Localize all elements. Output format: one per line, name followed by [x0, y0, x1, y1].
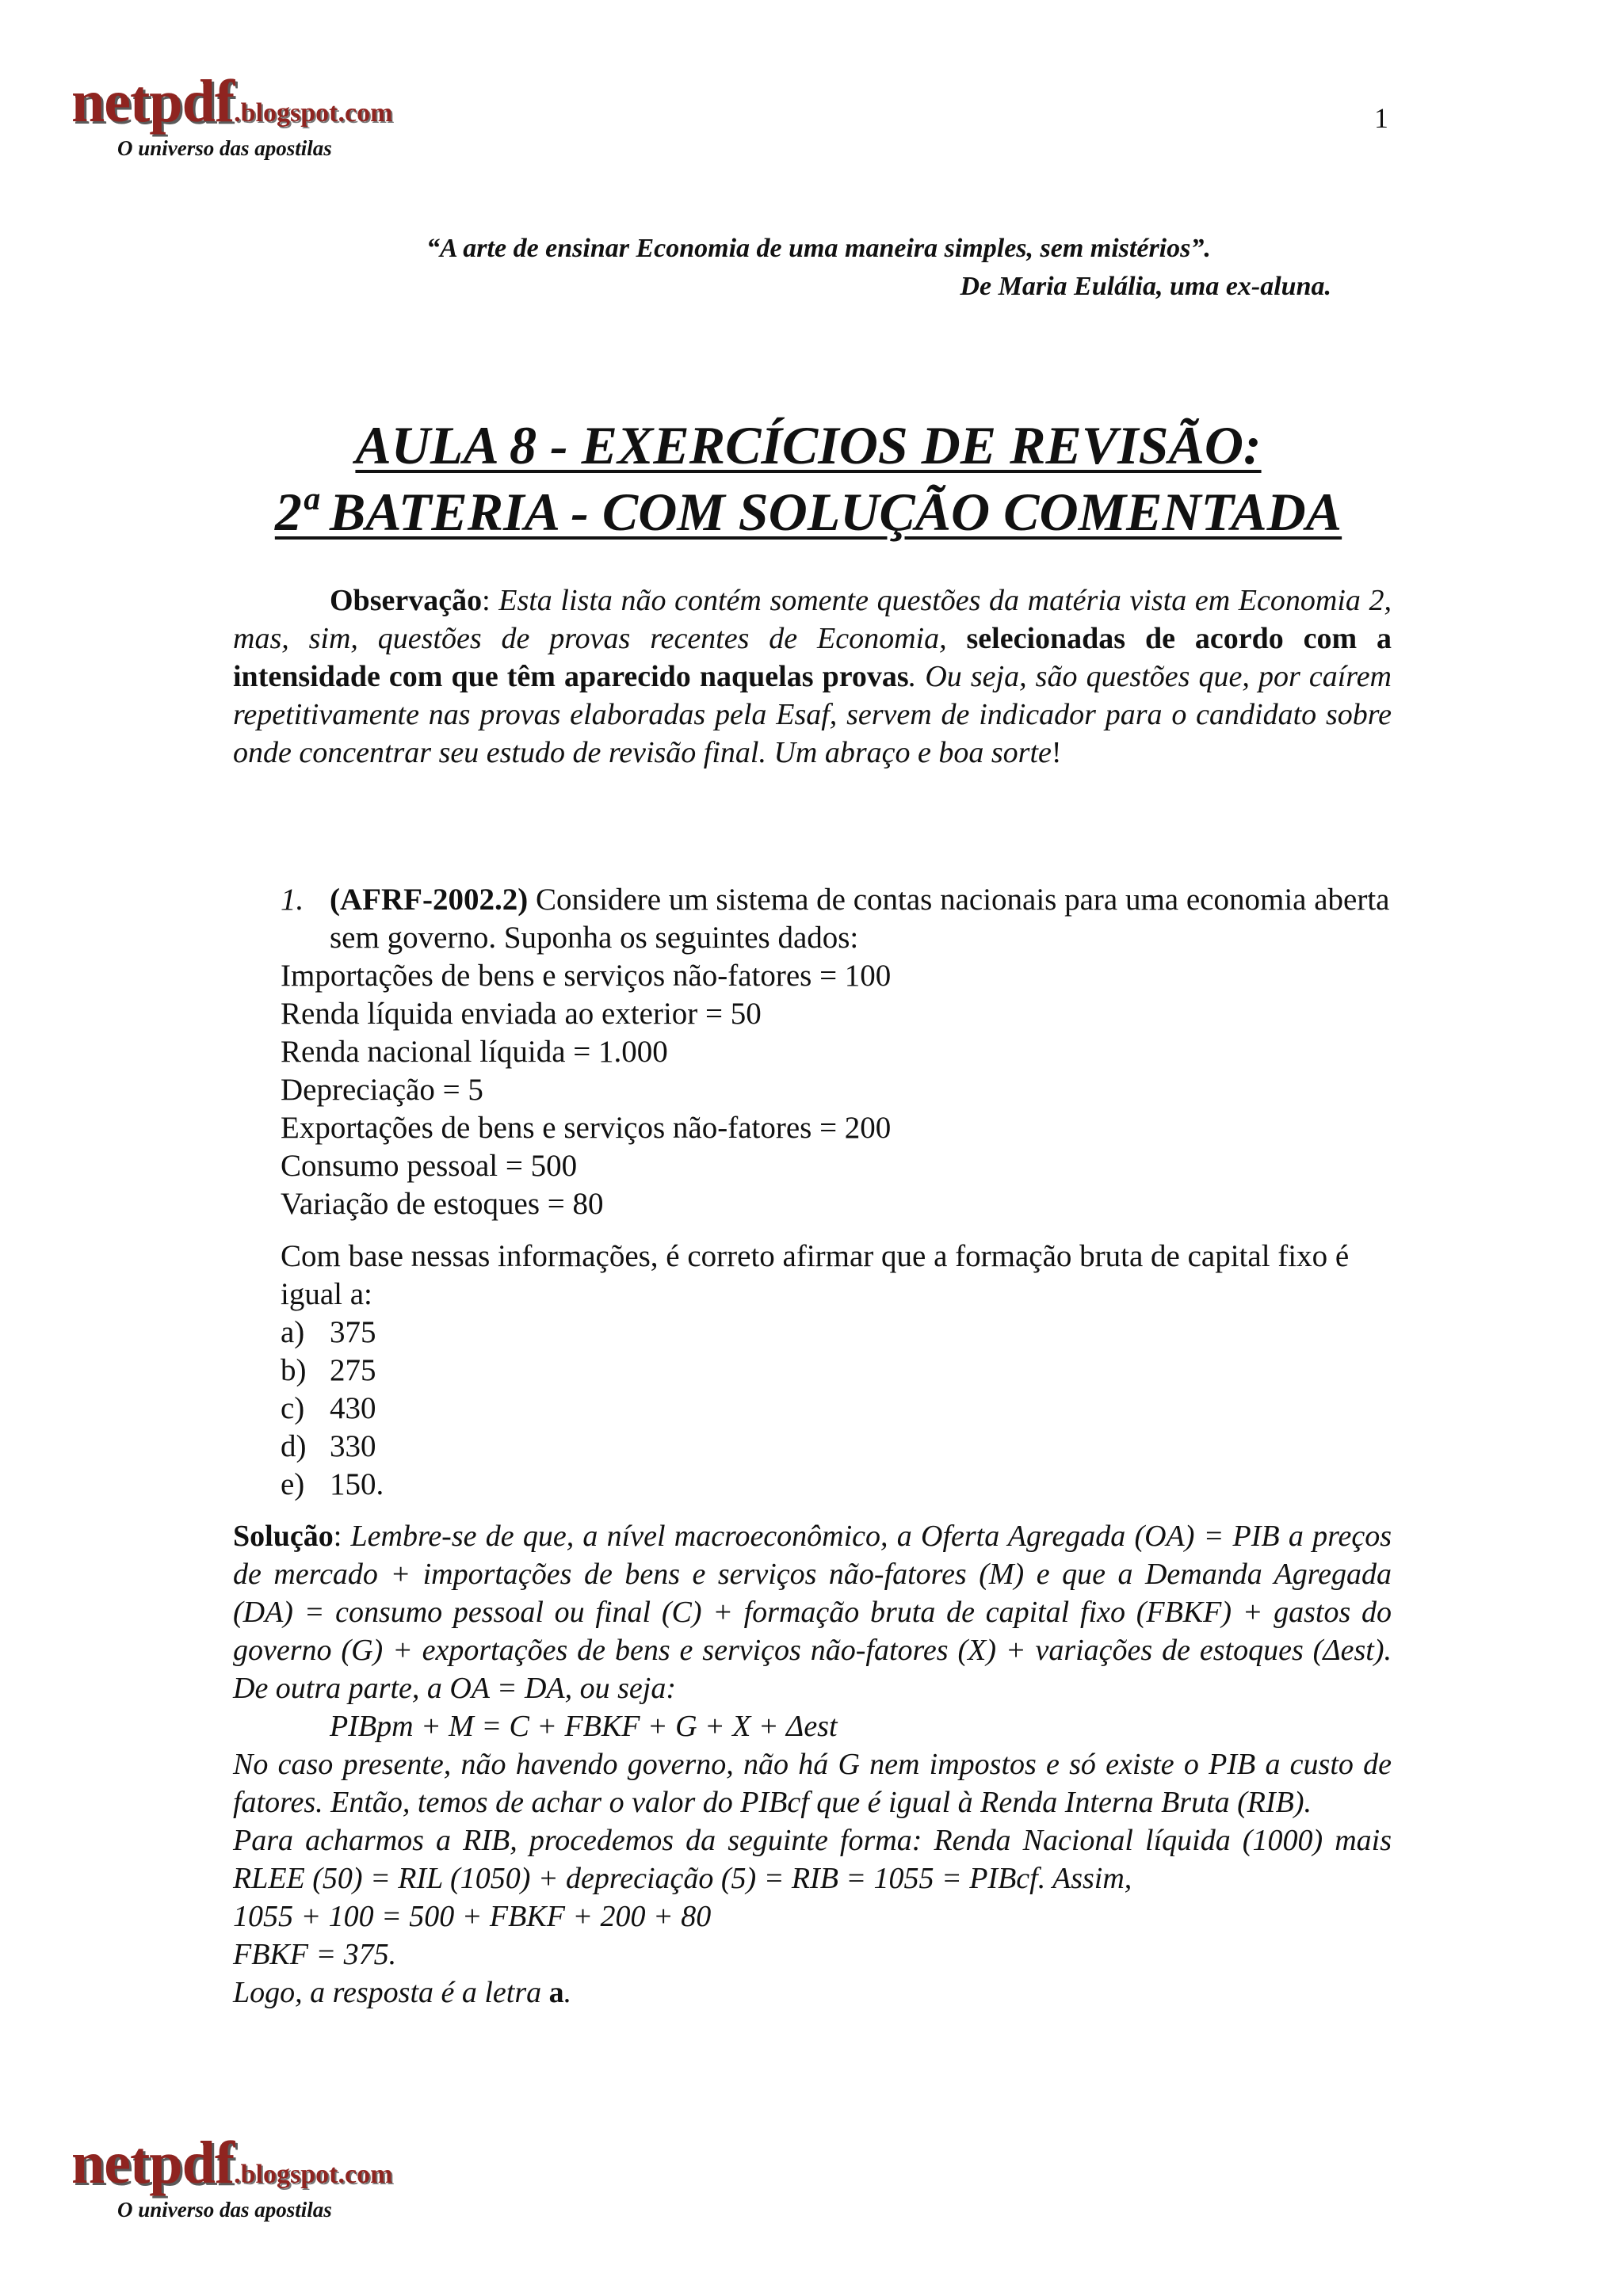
observation-emphasis: selecionadas de acordo com a intensidade com que têm aparecido naquelas provas	[233, 622, 1392, 693]
solution-paragraph-3: Para acharmos a RIB, procedemos da seguinte forma: Renda Nacional líquida (1000) mais RLEE (50) = RIL (1050) + depreciação (5) = RIB = 1055 = PIBcf. Assim,	[233, 1824, 1392, 1895]
question-number: 1.	[281, 883, 304, 917]
title-line-2: 2ª BATERIA - COM SOLUÇÃO COMENTADA	[274, 482, 1342, 542]
page-title	[158, 412, 1458, 545]
question-stem: Com base nessas informações, é correto afirmar que a formação bruta de capital fixo é igual a:	[281, 1239, 1350, 1311]
option-d	[281, 1428, 1392, 1466]
option-letter: a)	[281, 1315, 305, 1349]
option-a	[281, 1314, 1392, 1352]
title-line-1: AULA 8 - EXERCÍCIOS DE REVISÃO:	[355, 415, 1262, 475]
epigraph-quote	[238, 230, 1331, 306]
page-number: 1	[1374, 102, 1388, 134]
logo-domain: .blogspot.com	[234, 2160, 393, 2189]
option-text: 275	[330, 1353, 376, 1387]
option-text: 150.	[330, 1467, 384, 1501]
option-letter: c)	[281, 1391, 305, 1425]
observation-label: Observação	[330, 584, 483, 617]
quote-line-1: “A arte de ensinar Economia de uma maneira simples, sem mistérios”.	[426, 234, 1211, 263]
solution-paragraph-1: Lembre-se de que, a nível macroeconômico, a Oferta Agregada (OA) = PIB a preços de mercado + importações de bens e serviços não-fatores (M) e que a Demanda Agregada (DA) = consumo pessoal ou final (C) + formação bruta de capital fixo (FBKF) + gastos do governo (G) + exportações de bens e serviços não-fatores (X) + variações de estoques (Δest). De outra parte, a OA = DA, ou seja:	[233, 1520, 1392, 1705]
option-letter: b)	[281, 1353, 307, 1387]
option-c	[281, 1390, 1392, 1428]
solution-period: .	[563, 1976, 572, 2009]
option-text: 430	[330, 1391, 376, 1425]
data-item: Renda nacional líquida = 1.000	[281, 1035, 668, 1069]
logo-domain: .blogspot.com	[234, 98, 393, 128]
answer-options	[281, 1314, 1392, 1504]
solution-conclusion: Logo, a resposta é a letra	[233, 1976, 542, 2009]
observation-end: !	[1051, 736, 1062, 769]
quote-attribution: De Maria Eulália, uma ex-aluna.	[960, 272, 1331, 301]
solution-block: Solução: Lembre-se de que, a nível macroeconômico, a Oferta Agregada (OA) = PIB a preços de mercado + importações de bens e serviços não-fatores (M) e que a Demanda Agregada (DA) = consumo pessoal ou final (C) + formação bruta de capital fixo (FBKF) + gastos do governo (G) + exportações de bens e serviços não-fatores (X) + variações de estoques (Δest). De outra parte, a OA = DA, ou seja: PIBpm + M = C + FBKF + G + X + Δest No caso presente, não havendo governo, não há G nem impostos e só existe o PIB a custo de fatores. Então, temos de achar o valor do PIBcf que é igual à Renda Interna Bruta (RIB). Para acharmos a RIB, procedemos da seguinte forma: Renda Nacional líquida (1000) mais RLEE (50) = RIL (1050) + depreciação (5) = RIB = 1055 = PIBcf. Assim, 1055 + 100 = 500 + FBKF + 200 + 80 FBKF = 375. Logo, a resposta é a letra a.	[233, 1520, 1392, 2009]
footer-logo	[71, 2130, 436, 2222]
question-source: (AFRF-2002.2)	[330, 883, 529, 917]
option-e	[281, 1466, 1392, 1504]
question-1	[281, 881, 1392, 1504]
data-item: Variação de estoques = 80	[281, 1187, 604, 1221]
option-text: 330	[330, 1429, 376, 1463]
observation-paragraph: Observação: Esta lista não contém somente questões da matéria vista em Economia 2, mas, sim, questões de provas recentes de Economia, selecionadas de acordo com a intensidade com que têm aparecido naquelas provas. Ou seja, são questões que, por caírem repetitivamente nas provas elaboradas pela Esaf, servem de indicador para o candidato sobre onde concentrar seu estudo de revisão final. Um abraço e boa sorte!	[233, 584, 1392, 769]
data-item: Exportações de bens e serviços não-fatores = 200	[281, 1111, 892, 1145]
option-letter: d)	[281, 1429, 307, 1463]
logo-tagline: O universo das apostilas	[117, 2198, 332, 2222]
data-item: Renda líquida enviada ao exterior = 50	[281, 997, 762, 1031]
option-b	[281, 1352, 1392, 1390]
solution-label: Solução	[233, 1520, 334, 1553]
solution-answer: a	[548, 1976, 564, 2009]
question-intro: Considere um sistema de contas nacionais para uma economia aberta sem governo. Suponha os seguintes dados:	[330, 883, 1390, 955]
logo-name: netpdf	[71, 68, 235, 135]
option-text: 375	[330, 1315, 376, 1349]
logo-name: netpdf	[71, 2130, 235, 2196]
solution-equation-2: FBKF = 375.	[233, 1938, 397, 1971]
option-letter: e)	[281, 1467, 305, 1501]
data-item: Depreciação = 5	[281, 1073, 483, 1107]
observation-text-1: Esta lista não contém somente questões da matéria vista em Economia 2, mas, sim, questões de provas recentes de Economia,	[233, 584, 1392, 655]
solution-paragraph-2: No caso presente, não havendo governo, não há G nem impostos e só existe o PIB a custo de fatores. Então, temos de achar o valor do PIBcf que é igual à Renda Interna Bruta (RIB).	[233, 1748, 1392, 1819]
observation-text-2: . Ou seja, são questões que, por caírem repetitivamente nas provas elaboradas pela Esaf, servem de indicador para o candidato sobre onde concentrar seu estudo de revisão final. Um abraço e boa sorte	[233, 660, 1392, 769]
data-item: Consumo pessoal = 500	[281, 1149, 578, 1183]
header-logo	[71, 68, 436, 161]
question-data-list	[281, 957, 1392, 1223]
data-item: Importações de bens e serviços não-fatores = 100	[281, 959, 892, 993]
solution-formula: PIBpm + M = C + FBKF + G + X + Δest	[330, 1710, 838, 1743]
logo-tagline: O universo das apostilas	[117, 136, 332, 160]
solution-equation-1: 1055 + 100 = 500 + FBKF + 200 + 80	[233, 1900, 712, 1933]
